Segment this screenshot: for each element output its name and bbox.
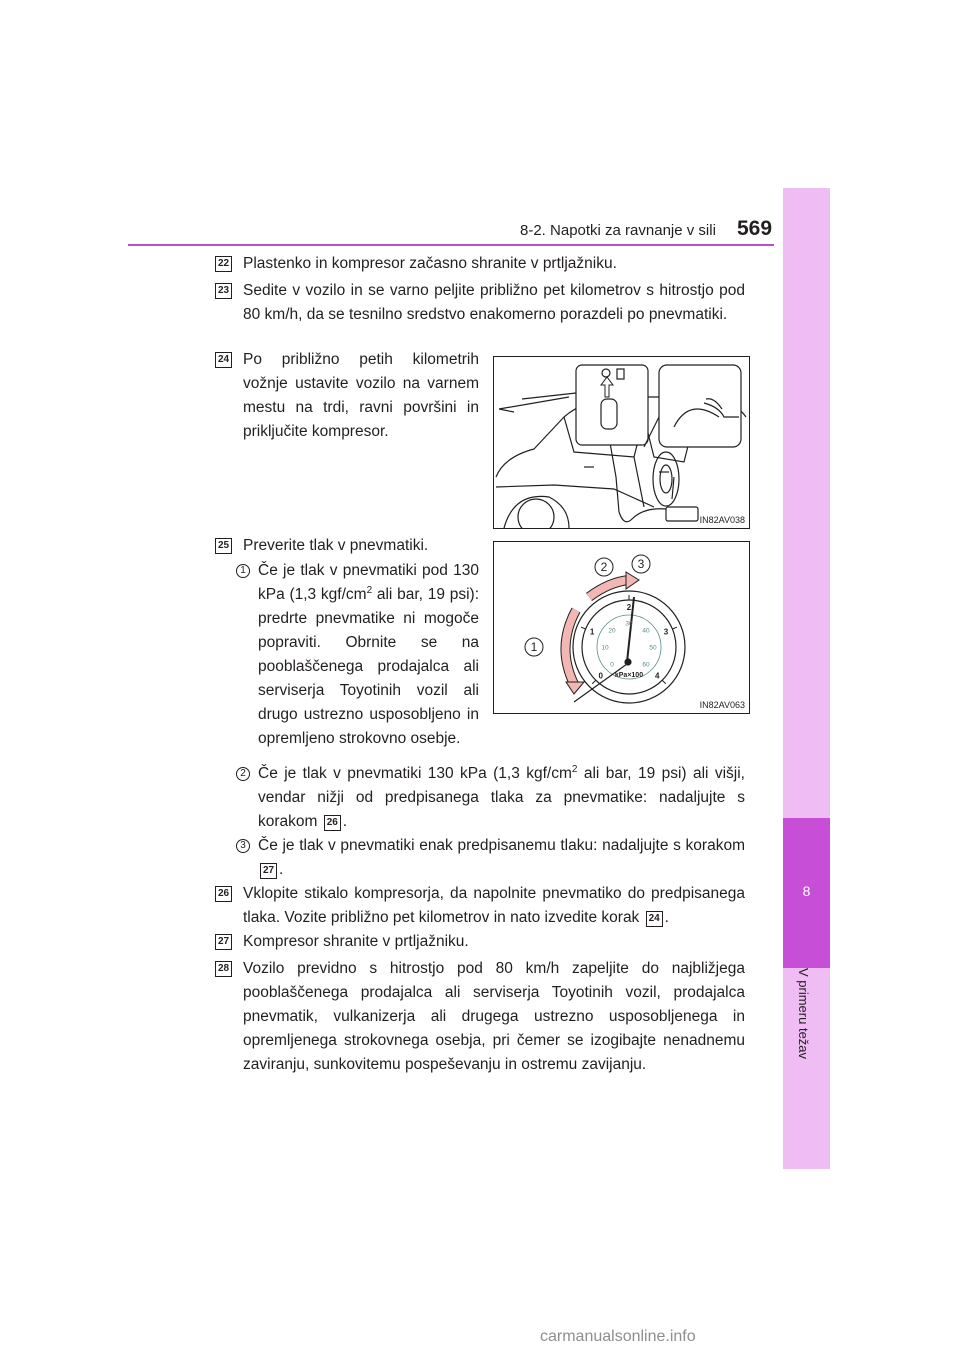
step-marker-22: 22 (215, 256, 232, 272)
step-ref-24: 24 (646, 911, 663, 927)
gauge-inner-tick-0: 0 (610, 661, 614, 669)
gauge-outer-tick-mark (592, 680, 596, 684)
arrow-1-head (566, 682, 584, 694)
gauge-needle-hub (625, 659, 631, 665)
gauge-inner-tick-30: 30 (625, 620, 633, 628)
chapter-title: V primeru težav (796, 968, 811, 1060)
header-rule (128, 244, 774, 246)
figure-code: IN82AV063 (699, 700, 745, 710)
car-compressor-illustration (494, 357, 749, 528)
step-25-text: Preverite tlak v pnevmatiki. (243, 537, 429, 554)
gauge-callout-label-3: 3 (637, 557, 645, 571)
substep-marker-1: 1 (236, 564, 250, 578)
gauge-outer-tick-2: 2 (626, 603, 632, 612)
step-ref-26: 26 (324, 815, 341, 831)
gauge-outer-tick-mark (662, 680, 666, 684)
page-number: 569 (737, 217, 773, 240)
substep-marker-2: 2 (236, 767, 250, 781)
figure-pressure-gauge (493, 541, 750, 714)
substep-3-text: Če je tlak v pnevmatiki enak predpisanemu tlaku: nadaljujte s korakom 27 . (258, 837, 745, 878)
gauge-unit-label: kPa×100 (614, 672, 644, 679)
step-27-text: Kompresor shranite v prtljažniku. (243, 933, 469, 950)
step-marker-25: 25 (215, 538, 232, 554)
substep-1-text: Če je tlak v pnevmatiki pod 130 kPa (1,3 kgf/$cm^2$ ali bar, 19 psi): predrte pnevmatike ni mogoče popraviti. Obrnite se na pooblaščenega prodajalca ali serviserja Toyotinih vozil ali drugo ustrezno usposobljeno in opremljeno strokovno osebje. (258, 562, 479, 747)
step-22-text: Plastenko in kompresor začasno shranite v prtljažniku. (243, 255, 617, 272)
gauge-outer-tick-mark (672, 627, 677, 629)
figure-car-compressor (493, 356, 750, 529)
gauge-outer-tick-1: 1 (589, 627, 595, 637)
step-marker-23: 23 (215, 283, 232, 299)
gauge-outer-tick-mark (581, 627, 586, 629)
gauge-outer-tick-3: 3 (663, 627, 669, 637)
gauge-inner-tick-40: 40 (642, 627, 650, 635)
step-marker-27: 27 (215, 934, 232, 950)
substep-2-text: Če je tlak v pnevmatiki 130 kPa (1,3 kgf/$cm^2$ ali bar, 19 psi) ali višji, vendar nižji od predpisanega tlaka za pnevmatike: nadaljujte s korakom 26 . (258, 763, 745, 830)
gauge-inner-tick-10: 10 (601, 644, 609, 652)
section-title: 8-2. Napotki za ravnanje v sili (520, 222, 716, 239)
step-26-text: Vklopite stikalo kompresorja, da napolnite pnevmatiko do predpisanega tlaka. Vozite približno pet kilometrov in nato izvedite korak 24 . (243, 885, 745, 926)
step-marker-28: 28 (215, 961, 232, 977)
step-24-text: Po približno petih kilometrih vožnje ustavite vozilo na varnem mestu na trdi, ravni površini in priključite kompresor. (243, 351, 479, 440)
gauge-callout-label-2: 2 (600, 560, 608, 574)
gauge-callout-label-1: 1 (530, 640, 538, 654)
chapter-number: 8 (802, 883, 811, 899)
figure-code: IN82AV038 (699, 515, 745, 525)
step-28-text: Vozilo previdno s hitrostjo pod 80 km/h zapeljite do najbližjega pooblaščenega prodajalca ali serviserja Toyotinih vozil, prodajalca pnevmatik, vulkanizerja ali drugega ustrezno usposobljenega in opremljenega strokovnega osebja, pri čemer se izogibajte nenadnemu zaviranju, sunkovitemu pospeševanju in ostremu zavijanju. (243, 960, 745, 1073)
gauge-inner-tick-60: 60 (642, 661, 650, 669)
gauge-outer-tick-4: 4 (655, 671, 660, 681)
pressure-gauge-illustration (494, 542, 749, 713)
step-marker-26: 26 (215, 886, 232, 902)
watermark: carmanualsonline.info (540, 1328, 696, 1345)
substep-marker-3: 3 (236, 839, 250, 853)
gauge-outer-tick-0: 0 (598, 671, 603, 681)
arrow-2-head (626, 572, 639, 589)
gauge-inner-tick-50: 50 (649, 644, 657, 652)
step-ref-27: 27 (260, 863, 277, 879)
gauge-inner-tick-20: 20 (608, 627, 616, 635)
step-marker-24: 24 (215, 352, 232, 368)
step-23-text: Sedite v vozilo in se varno peljite približno pet kilometrov s hitrostjo pod 80 km/h, da se tesnilno sredstvo enakomerno porazdeli po pnevmatiki. (243, 282, 745, 323)
